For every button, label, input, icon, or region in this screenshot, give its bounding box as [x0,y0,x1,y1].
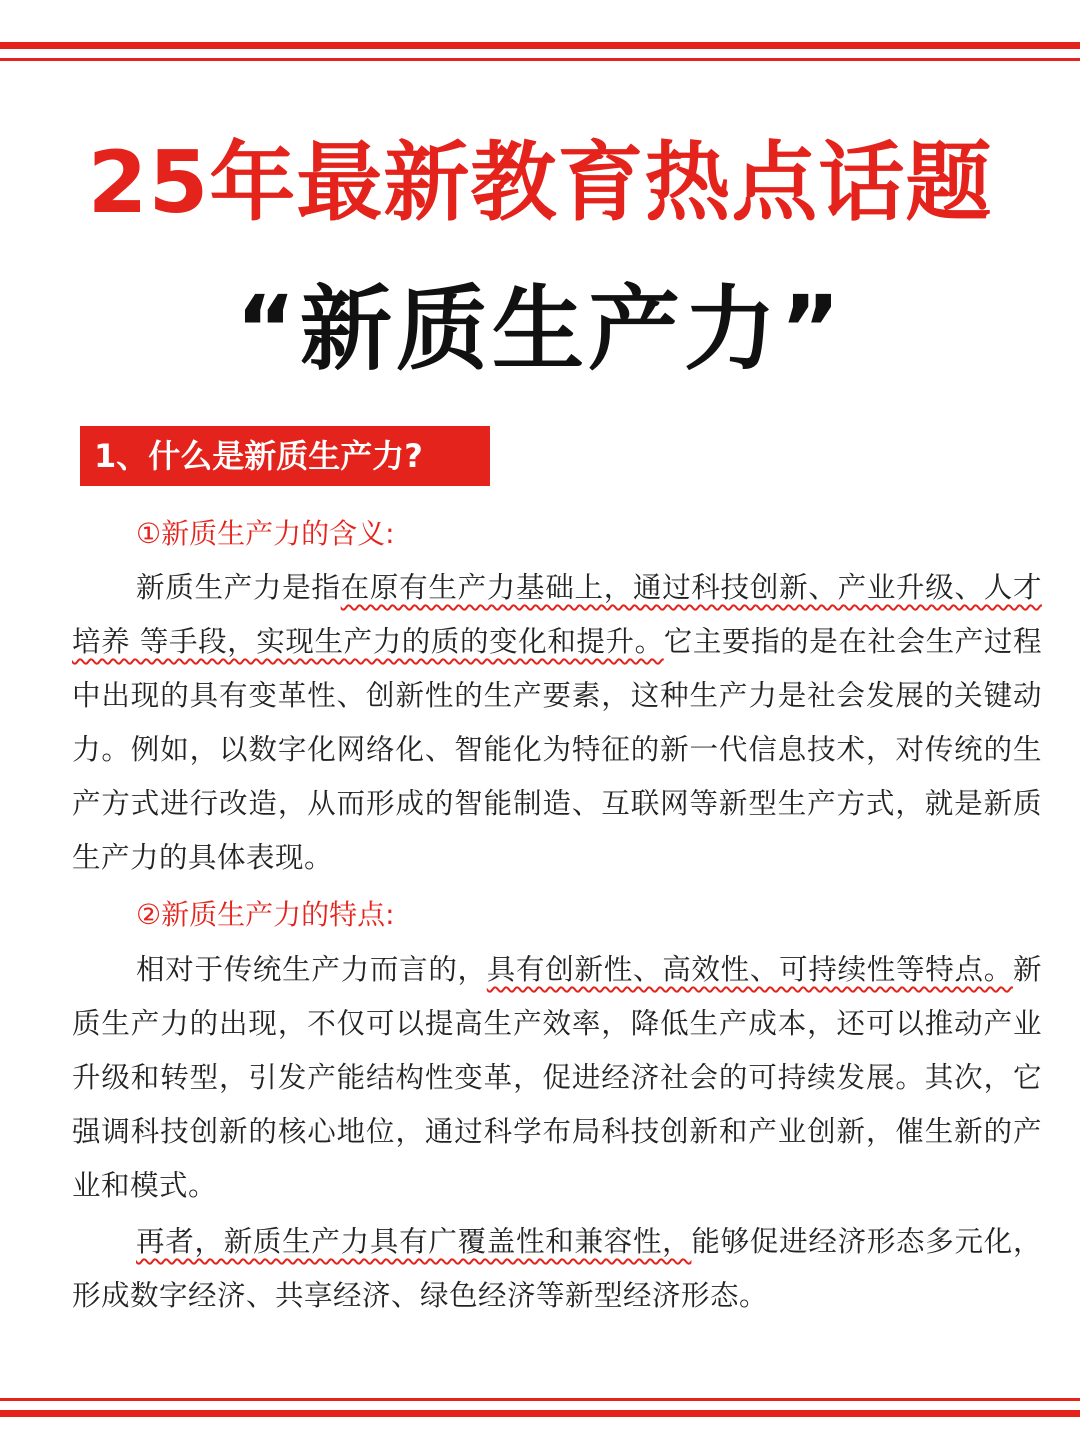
features-text-rest: 新质生产力的出现，不仅可以提高生产效率，降低生产成本，还可以推动产业升级和转型，引发产能结构性变革，促进经济社会的可持续发展。其次，它强调科技创新的核心地位，通过科学布局科技创新和产业创新，催生新的产业和模式。 [72,953,1042,1202]
bottom-border-thin [0,1398,1080,1401]
features-paragraph [72,943,1042,1213]
compatibility-highlight: 再者，新质生产力具有广覆盖性和兼容性， [136,1225,692,1258]
meaning-heading: ①新质生产力的含义: [136,517,395,550]
page-title-line-2: “新质生产力” [235,276,845,383]
features-text-start: 相对于传统生产力而言的， [136,953,487,986]
meaning-text-start: 新质生产力是指 [136,571,341,604]
compatibility-paragraph [72,1215,1042,1323]
features-highlight: 具有创新性、高效性、可持续性等特点。 [486,953,1013,986]
bottom-border-thick [0,1410,1080,1417]
meaning-text-rest: 它主要指的是在社会生产过程中出现的具有变革性、创新性的生产要素，这种生产力是社会发展的关键动力。例如，以数字化网络化、智能化为特征的新一代信息技术，对传统的生产方式进行改造，从而形成的智能制造、互联网等新型生产方式，就是新质生产力的具体表现。 [72,625,1042,874]
section-banner: 1、什么是新质生产力? [80,426,490,486]
meaning-highlight: 在原有生产力基础上，通过科技创新、产业升级、人才培养 等手段，实现生产力的质的变化和提升。 [72,571,1042,658]
features-heading: ②新质生产力的特点: [136,898,395,931]
top-border-thin [0,58,1080,61]
compatibility-text-rest: 能够促进经济形态多元化，形成数字经济、共享经济、绿色经济等新型经济形态。 [72,1225,1042,1312]
top-border-thick [0,42,1080,49]
meaning-paragraph [72,561,1042,885]
page-title-line-1: 25年最新教育热点话题 [87,133,993,233]
